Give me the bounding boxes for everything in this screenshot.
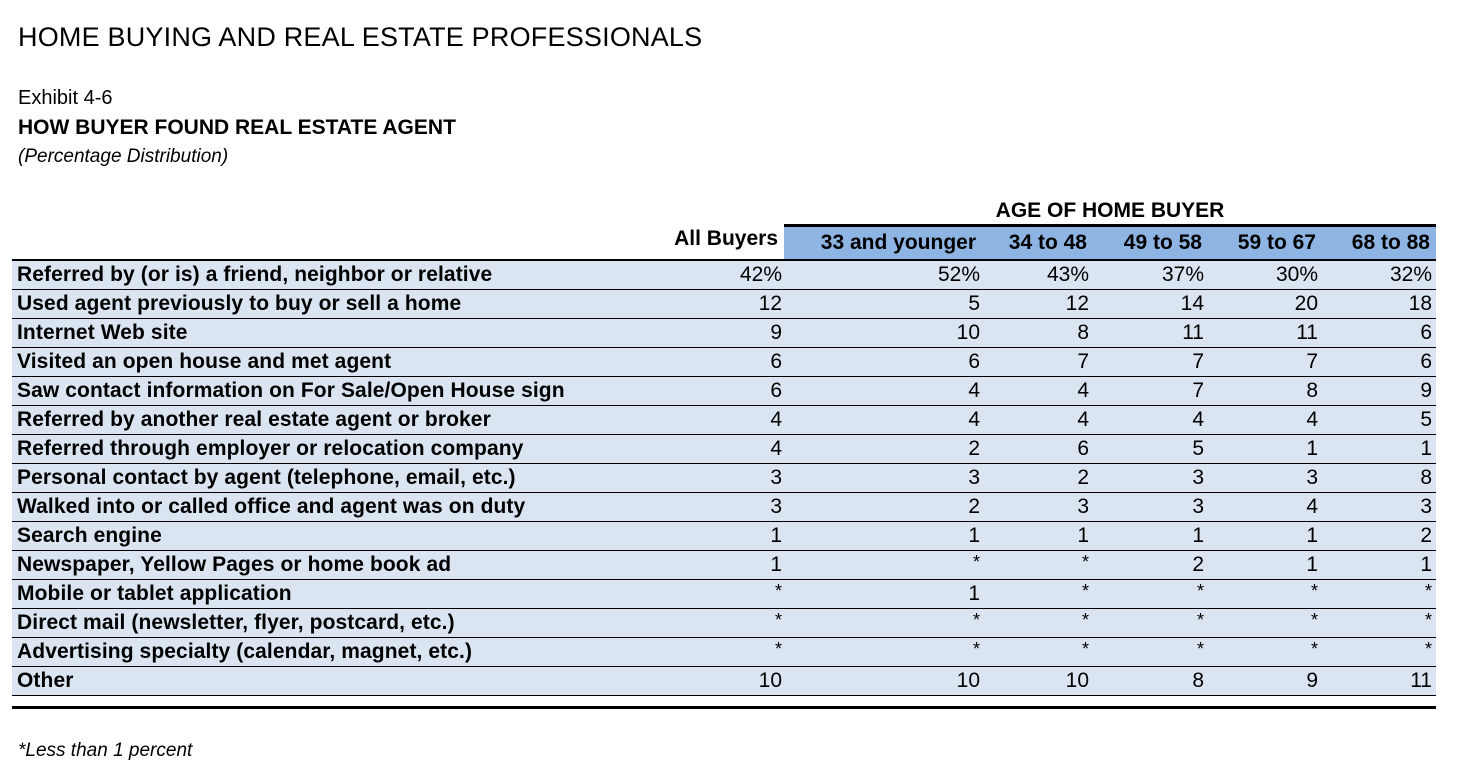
table-cell: 3 <box>1192 466 1204 489</box>
table-row <box>12 580 1436 609</box>
table-cell: 5 <box>968 292 980 315</box>
table-cell: 4 <box>1077 408 1089 431</box>
table-cell: * <box>1310 639 1318 659</box>
table-cell: 4 <box>770 408 782 431</box>
table-body <box>12 261 1436 696</box>
table-cell: * <box>774 610 782 630</box>
row-label: Referred by (or is) a friend, neighbor or relative <box>17 263 493 286</box>
table-cell: 4 <box>770 437 782 460</box>
table-cell: * <box>1081 552 1089 572</box>
table-cell: * <box>774 581 782 601</box>
age-group-header: AGE OF HOME BUYER <box>995 199 1225 222</box>
table-cell: 8 <box>1077 321 1089 344</box>
table-cell: 37% <box>1161 263 1204 286</box>
table-cell: 1 <box>770 524 782 547</box>
table-row <box>12 348 1436 377</box>
table-cell: 43% <box>1046 263 1089 286</box>
table-cell: 3 <box>770 495 782 518</box>
table-cell: 7 <box>1306 350 1318 373</box>
table-cell: * <box>1196 639 1204 659</box>
table-cell: 7 <box>1192 379 1204 402</box>
table-cell: 8 <box>1306 379 1318 402</box>
table-cell: 10 <box>758 669 782 692</box>
row-label: Internet Web site <box>17 321 188 344</box>
table-cell: 1 <box>1420 553 1432 576</box>
page-header-title: HOME BUYING AND REAL ESTATE PROFESSIONALS <box>18 22 703 52</box>
column-header-all-buyers: All Buyers <box>674 227 778 250</box>
column-header-34-to-48: 34 to 48 <box>982 227 1093 259</box>
table-cell: 1 <box>968 582 980 605</box>
table-cell: 3 <box>1306 466 1318 489</box>
table-cell: 2 <box>968 437 980 460</box>
table-cell: 6 <box>1420 350 1432 373</box>
table-cell: 2 <box>1077 466 1089 489</box>
table-cell: * <box>1424 581 1432 601</box>
row-label: Direct mail (newsletter, flyer, postcard, etc.) <box>17 611 455 634</box>
table-cell: 3 <box>968 466 980 489</box>
table-row <box>12 377 1436 406</box>
table-cell: 6 <box>1077 437 1089 460</box>
row-label: Referred through employer or relocation company <box>17 437 524 460</box>
table-cell: 6 <box>1420 321 1432 344</box>
table-header-row <box>12 227 1436 259</box>
table-cell: 1 <box>1306 553 1318 576</box>
table-cell: * <box>972 610 980 630</box>
table-cell: 4 <box>968 379 980 402</box>
table-cell: * <box>1196 610 1204 630</box>
table-cell: 12 <box>758 292 782 315</box>
table-cell: 1 <box>1420 437 1432 460</box>
column-header-33-and-younger: 33 and younger <box>784 227 982 259</box>
row-label: Mobile or tablet application <box>17 582 292 605</box>
table-cell: 8 <box>1192 669 1204 692</box>
table-cell: 7 <box>1077 350 1089 373</box>
exhibit-subtitle: (Percentage Distribution) <box>18 146 229 167</box>
table-cell: 3 <box>1420 495 1432 518</box>
footnote: *Less than 1 percent <box>18 740 193 761</box>
table-cell: * <box>972 639 980 659</box>
row-label: Other <box>17 669 74 692</box>
table-cell: 7 <box>1192 350 1204 373</box>
table-cell: 4 <box>1306 495 1318 518</box>
table-cell: 12 <box>1065 292 1089 315</box>
table-cell: 1 <box>1077 524 1089 547</box>
exhibit-number: Exhibit 4-6 <box>18 87 113 109</box>
table-cell: 42% <box>739 263 782 286</box>
table-cell: 9 <box>770 321 782 344</box>
table-cell: 11 <box>1410 669 1432 692</box>
table-cell: * <box>1081 639 1089 659</box>
table-row <box>12 290 1436 319</box>
table-cell: 2 <box>1192 553 1204 576</box>
row-label: Search engine <box>17 524 162 547</box>
table-cell: 10 <box>956 669 980 692</box>
row-label: Advertising specialty (calendar, magnet, etc.) <box>17 640 473 663</box>
table-cell: * <box>1310 581 1318 601</box>
table-cell: * <box>1196 581 1204 601</box>
row-label: Newspaper, Yellow Pages or home book ad <box>17 553 452 576</box>
table-cell: 18 <box>1408 292 1432 315</box>
table-row <box>12 435 1436 464</box>
table-cell: * <box>972 552 980 572</box>
table-row <box>12 551 1436 580</box>
table-cell: 9 <box>1420 379 1432 402</box>
table-row <box>12 493 1436 522</box>
table-cell: 6 <box>968 350 980 373</box>
table-cell: 10 <box>1065 669 1089 692</box>
table-cell: 11 <box>1182 321 1204 344</box>
table-cell: 4 <box>1306 408 1318 431</box>
table-cell: 4 <box>968 408 980 431</box>
table-cell: 4 <box>1192 408 1204 431</box>
table-cell: 32% <box>1389 263 1432 286</box>
table-cell: * <box>1310 610 1318 630</box>
table-cell: * <box>1424 639 1432 659</box>
table-row <box>12 319 1436 348</box>
table-cell: 1 <box>968 524 980 547</box>
table-cell: 6 <box>770 350 782 373</box>
table-cell: 1 <box>1192 524 1204 547</box>
table-cell: 2 <box>968 495 980 518</box>
table-cell: 3 <box>1077 495 1089 518</box>
table-cell: 30% <box>1275 263 1318 286</box>
table-cell: 52% <box>937 263 980 286</box>
exhibit-title: HOW BUYER FOUND REAL ESTATE AGENT <box>18 116 456 139</box>
table-cell: 11 <box>1296 321 1318 344</box>
table-cell: 6 <box>770 379 782 402</box>
table-cell: 8 <box>1420 466 1432 489</box>
table-cell: * <box>1081 610 1089 630</box>
table-cell: 10 <box>956 321 980 344</box>
row-label: Visited an open house and met agent <box>17 350 392 373</box>
table-cell: 5 <box>1420 408 1432 431</box>
column-header-59-to-67: 59 to 67 <box>1208 227 1322 259</box>
table-row <box>12 667 1436 696</box>
table-cell: 1 <box>770 553 782 576</box>
table-row <box>12 609 1436 638</box>
table-row <box>12 406 1436 435</box>
table-cell: 3 <box>1192 495 1204 518</box>
table-cell: 14 <box>1180 292 1204 315</box>
table-cell: 1 <box>1306 524 1318 547</box>
column-header-68-to-88: 68 to 88 <box>1322 227 1436 259</box>
column-header-49-to-58: 49 to 58 <box>1093 227 1208 259</box>
table-cell: 3 <box>770 466 782 489</box>
table-cell: 4 <box>1077 379 1089 402</box>
table-cell: 1 <box>1306 437 1318 460</box>
table-cell: * <box>1081 581 1089 601</box>
table-cell: 20 <box>1294 292 1318 315</box>
table-bottom-rule <box>12 706 1436 709</box>
table-cell: 2 <box>1420 524 1432 547</box>
table-cell: * <box>1424 610 1432 630</box>
row-label: Referred by another real estate agent or broker <box>17 408 491 431</box>
table-cell: 5 <box>1192 437 1204 460</box>
row-label: Saw contact information on For Sale/Open House sign <box>17 379 565 402</box>
table-row <box>12 464 1436 493</box>
row-label: Used agent previously to buy or sell a home <box>17 292 462 315</box>
row-label: Walked into or called office and agent was on duty <box>17 495 526 518</box>
table-row <box>12 522 1436 551</box>
table-row <box>12 261 1436 290</box>
table-cell: * <box>774 639 782 659</box>
table-row <box>12 638 1436 667</box>
row-label: Personal contact by agent (telephone, email, etc.) <box>17 466 516 489</box>
table-cell: 9 <box>1306 669 1318 692</box>
